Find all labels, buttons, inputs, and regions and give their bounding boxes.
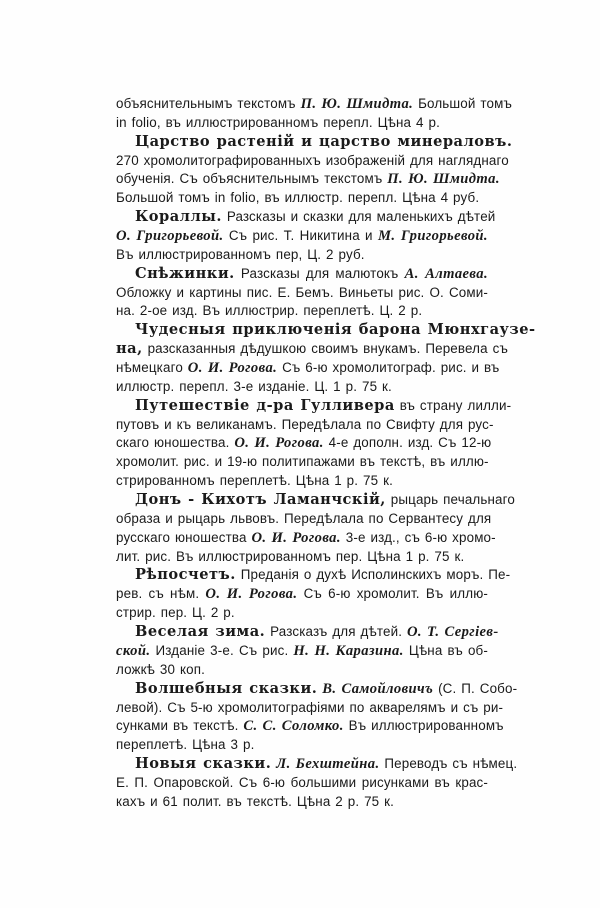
text-line <box>116 416 494 435</box>
author-name: ской. <box>116 642 151 659</box>
body-text: Цѣна въ об- <box>403 642 488 658</box>
body-text: Съ 6-ю хромолитограф. рис. и въ <box>277 360 500 376</box>
catalog-entry-repossett <box>116 566 511 623</box>
body-text: Изданіе 3-е. Съ рис. <box>150 642 294 658</box>
book-title: Путешествіе д-ра Гулливера <box>135 396 395 414</box>
body-text: переплетѣ. Цѣна 3 р. <box>116 737 255 753</box>
text-line <box>116 585 488 604</box>
body-text: левой). Съ 5-ю хромолитографіями по акварелямъ и съ ри- <box>116 699 504 715</box>
book-title: Царство растеній и царство минераловъ. <box>135 132 513 150</box>
body-text: Съ 6-ю хромолит. Въ иллю- <box>297 586 488 602</box>
text-line <box>116 340 508 359</box>
text-line <box>116 736 488 755</box>
author-name: О. И. Рогова. <box>251 529 341 546</box>
body-text: 270 хромолитографированныхъ изображеній для нагляднаго <box>116 152 509 168</box>
author-name: О. Григорьевой. <box>116 228 224 245</box>
catalog-entry-volshebnye-skazki <box>116 679 518 755</box>
body-text: Большой томъ in folio, въ иллюстр. перепл. Цѣна 4 руб. <box>116 190 480 206</box>
body-text: Разсказы и сказки для маленькихъ дѣтей <box>221 209 496 225</box>
body-text: Въ иллюстрированномъ пер, Ц. 2 руб. <box>116 246 365 262</box>
body-text: скаго юношества. <box>116 435 235 451</box>
author-name: В. Самойловичъ <box>322 680 434 697</box>
text-line <box>116 246 488 265</box>
body-text: Въ иллюстрированномъ <box>343 718 504 734</box>
text-line <box>116 396 512 416</box>
text-line <box>116 152 509 171</box>
text-line <box>116 434 492 453</box>
catalog-entry-don-kikhot <box>116 491 515 566</box>
book-title: Донъ - Кихотъ Ламанчскій, <box>135 491 386 509</box>
text-line <box>116 189 488 208</box>
body-text: разсказанныя дѣдушкою своимъ внукамъ. Перевела съ <box>142 341 508 357</box>
book-title: на, <box>116 340 143 358</box>
body-text: рев. съ нѣм. <box>116 586 206 602</box>
text-line <box>116 227 488 246</box>
body-text: Разсказы для малютокъ <box>234 265 405 281</box>
text-line <box>116 114 488 133</box>
text-line <box>116 661 488 680</box>
text-line <box>116 699 504 718</box>
text-line <box>116 548 488 567</box>
body-text: въ страну лилли- <box>394 397 512 413</box>
text-line <box>116 774 488 793</box>
body-text: Большой томъ <box>413 96 513 111</box>
body-text: Переводъ съ нѣмец. <box>379 756 518 772</box>
body-text: стрированномъ переплетѣ. Цѣна 1 р. 75 к. <box>116 473 393 489</box>
author-name: Л. Бехштейна. <box>276 756 380 773</box>
catalog-entry-gulliver <box>116 396 512 491</box>
catalog-entry-korally <box>116 208 496 265</box>
catalog-entry-snezhinki <box>116 265 488 322</box>
text-line <box>116 793 488 812</box>
catalog-entry-continuation <box>116 95 513 133</box>
catalog-entry-tsarstvo-rasteniy <box>116 132 513 208</box>
catalog-entry-myunkhgauzen <box>116 321 536 396</box>
text-line <box>116 717 504 736</box>
text-line <box>116 491 515 510</box>
text-line <box>116 170 500 189</box>
text-line <box>116 679 518 699</box>
author-name: О. Т. Сергіев- <box>406 624 499 641</box>
text-line <box>116 623 499 642</box>
book-title: Волшебныя сказки. <box>135 679 318 697</box>
text-line <box>116 453 488 472</box>
author-name: О. И. Рогова. <box>187 360 278 377</box>
text-line <box>116 321 536 340</box>
body-text: кахъ и 61 полит. въ текстѣ. Цѣна 2 р. 75 к. <box>116 793 395 809</box>
body-text: русскаго юношества <box>116 529 252 545</box>
body-text: Преданія о духѣ Исполинскихъ моръ. Пе- <box>235 567 511 583</box>
body-text: лит. рис. Въ иллюстрированномъ пер. Цѣна 1 р. 75 к. <box>116 548 465 564</box>
body-text: 4-е дополн. изд. Съ 12-ю <box>323 435 492 451</box>
author-name: О. И. Рогова. <box>205 586 298 603</box>
text-line <box>116 284 488 303</box>
text-line <box>116 208 496 227</box>
author-name: П. Ю. Шмидта. <box>387 171 500 188</box>
book-title: Новыя сказки. <box>135 755 272 773</box>
body-text: рыцарь печальнаго <box>385 492 515 508</box>
book-title: Чудесныя приключенія барона Мюнхгаузе- <box>135 321 536 339</box>
book-title: Веселая зима. <box>135 623 266 641</box>
text-line <box>116 302 488 321</box>
catalog-entry-novye-skazki <box>116 755 518 812</box>
body-text: Обложку и картины пис. Е. Бемъ. Виньеты рис. О. Соми- <box>116 284 488 300</box>
body-text: обученія. Съ объяснительнымъ текстомъ <box>116 171 388 187</box>
text-line <box>116 132 513 152</box>
body-text: 3-е изд., съ 6-ю хромо- <box>340 529 496 545</box>
body-text: ложкѣ 30 коп. <box>116 661 205 677</box>
text-line <box>116 642 488 661</box>
body-text: сунками въ текстѣ. <box>116 718 244 734</box>
text-line <box>116 378 488 397</box>
body-text: образа и рыцарь львовъ. Передѣлала по Сервантесу для <box>116 510 492 526</box>
body-text: хромолит. рис. и 19-ю политипажами въ текстѣ, въ иллю- <box>116 454 489 470</box>
book-title: Кораллы. <box>135 208 222 226</box>
body-text: (С. П. Собо- <box>433 680 518 696</box>
text-line <box>116 604 488 623</box>
text-line <box>116 472 488 491</box>
text-line <box>116 265 488 284</box>
author-name: А. Алтаева. <box>404 265 488 282</box>
body-text: Съ рис. Т. Никитина и <box>223 228 378 244</box>
body-text: стрир. пер. Ц. 2 р. <box>116 605 235 621</box>
author-name: М. Григорьевой. <box>377 228 488 245</box>
body-text: in folio, въ иллюстрированномъ перепл. Цѣна 4 р. <box>116 114 440 130</box>
text-line <box>116 566 511 585</box>
body-text: путовъ и къ великанамъ. Передѣлала по Свифту для рус- <box>116 416 494 432</box>
catalog-text-block <box>116 95 536 812</box>
text-line <box>116 529 496 548</box>
text-line <box>116 510 492 529</box>
author-name: Н. Н. Каразина. <box>293 642 404 659</box>
body-text: нѣмецкаго <box>116 360 188 376</box>
body-text: иллюстр. перепл. 3-е изданіе. Ц. 1 р. 75 к. <box>116 378 392 394</box>
author-name: О. И. Рогова. <box>234 435 324 452</box>
author-name: П. Ю. Шмидта. <box>300 96 414 112</box>
text-line <box>116 95 513 114</box>
body-text: Разсказъ для дѣтей. <box>265 624 407 640</box>
book-title: Рѣпосчетъ. <box>135 566 236 584</box>
text-line <box>116 359 500 378</box>
text-line <box>116 755 518 774</box>
book-title: Снѣжинки. <box>135 264 235 282</box>
body-text: на. 2-ое изд. Въ иллюстрир. переплетѣ. Ц. 2 р. <box>116 303 423 319</box>
body-text: объяснительнымъ текстомъ <box>116 96 301 111</box>
catalog-entry-veselaya-zima <box>116 623 499 680</box>
body-text: Е. П. Опаровской. Съ 6-ю большими рисунками въ крас- <box>116 774 488 790</box>
author-name: С. С. Соломко. <box>243 718 344 735</box>
